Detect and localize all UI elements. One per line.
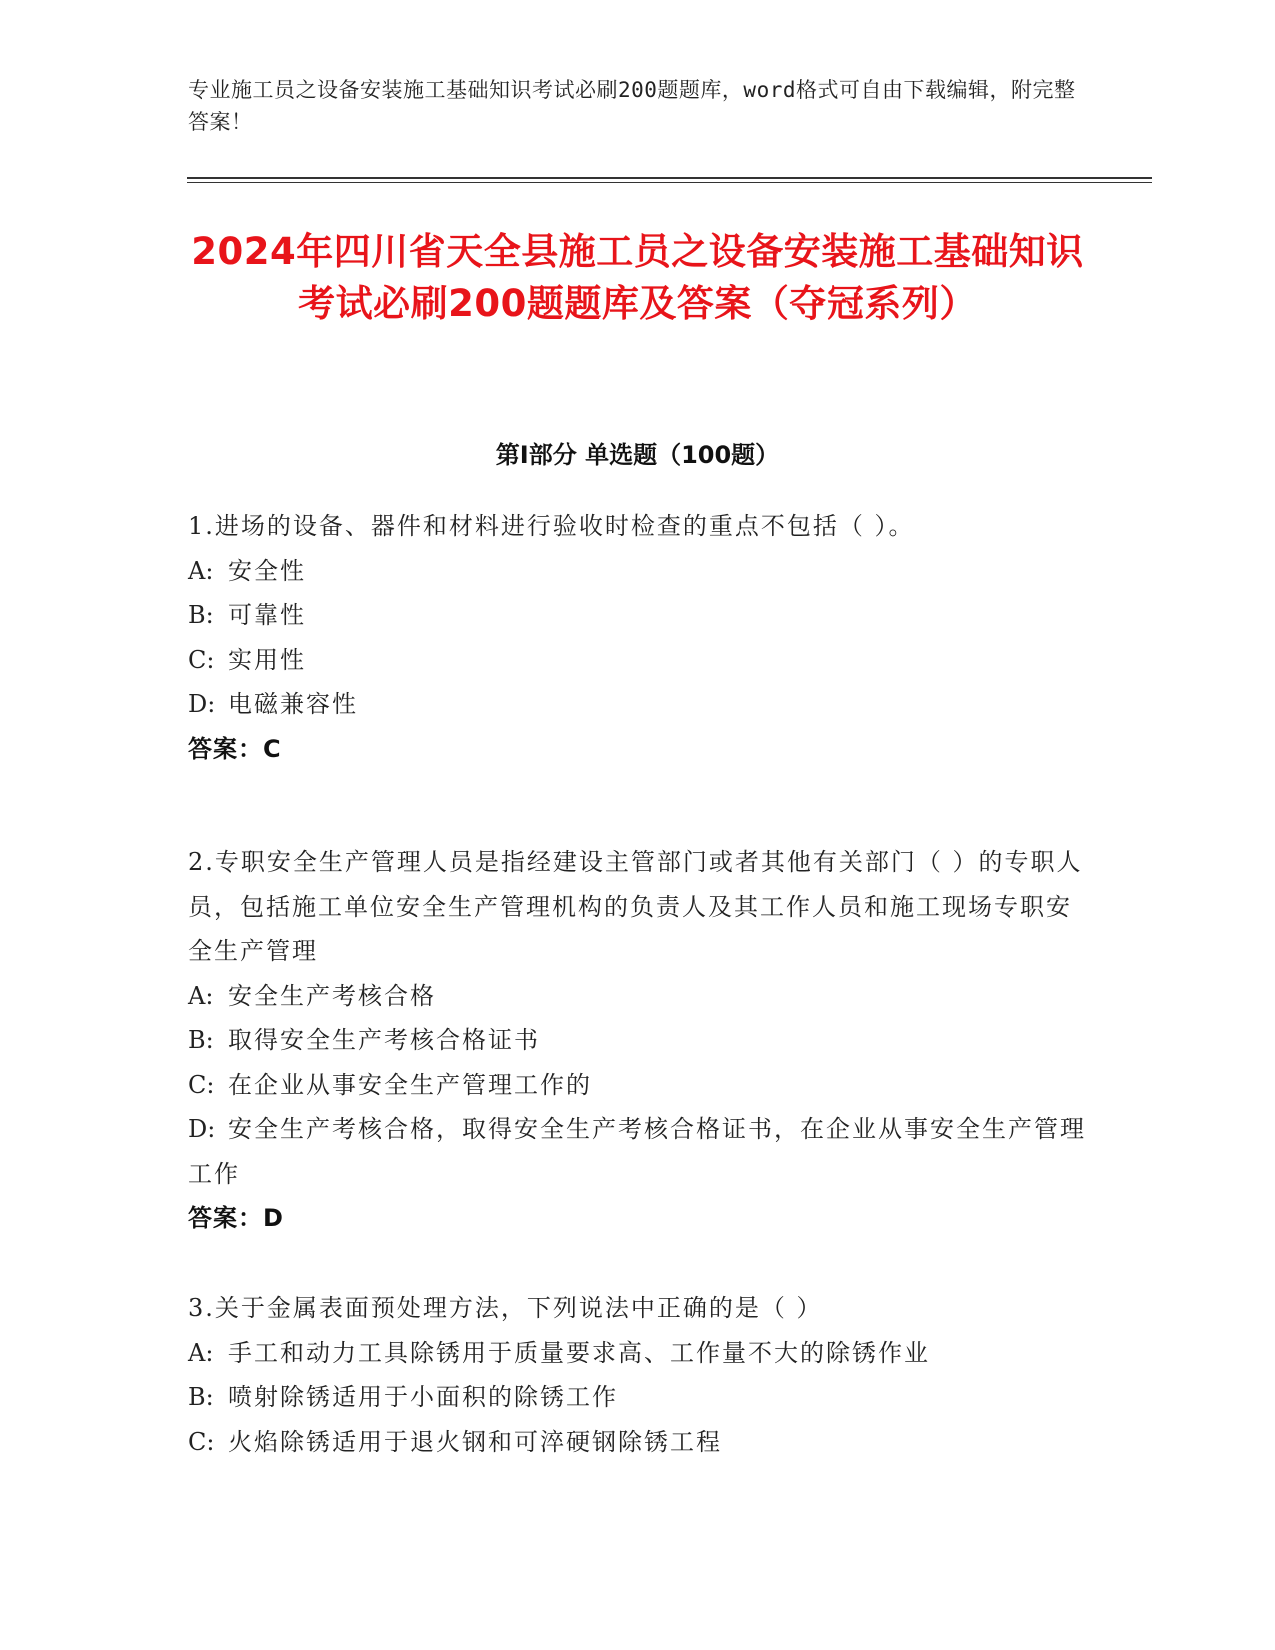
answer-label: 答案：D	[188, 1204, 284, 1232]
question-number: 1.	[188, 512, 215, 540]
option-b: B: 可靠性	[188, 601, 306, 629]
option-c: C: 火焰除锈适用于退火钢和可淬硬钢除锈工程	[188, 1427, 722, 1456]
header-divider-thick	[187, 177, 1152, 179]
question-3	[188, 1286, 1088, 1464]
option-a: A: 安全生产考核合格	[188, 981, 436, 1010]
option-a: A: 安全性	[188, 556, 306, 585]
header-divider-thin	[187, 182, 1152, 183]
header-note: 专业施工员之设备安装施工基础知识考试必刷200题题库，word格式可自由下载编辑，附完整答案！	[188, 78, 1076, 134]
document-title: 2024年四川省天全县施工员之设备安装施工基础知识考试必刷200题题库及答案（夺冠系列）	[191, 230, 1084, 325]
question-text: 3.关于金属表面预处理方法，下列说法中正确的是（ ）	[188, 1294, 823, 1322]
option-c: C: 实用性	[188, 645, 306, 674]
option-d: D: 电磁兼容性	[188, 690, 358, 718]
option-b: B: 取得安全生产考核合格证书	[188, 1026, 540, 1054]
option-a: A: 手工和动力工具除锈用于质量要求高、工作量不大的除锈作业	[188, 1338, 930, 1367]
question-1	[188, 504, 1088, 771]
question-text: 1.进场的设备、器件和材料进行验收时检查的重点不包括（ ）。	[188, 512, 915, 540]
section-title: 第Ⅰ部分 单选题（100题）	[495, 441, 780, 469]
option-c: C: 在企业从事安全生产管理工作的	[188, 1070, 592, 1099]
answer-label: 答案：C	[188, 734, 282, 763]
option-b: B: 喷射除锈适用于小面积的除锈工作	[188, 1383, 618, 1411]
question-number: 2.	[188, 848, 215, 876]
option-d: D: 安全生产考核合格，取得安全生产考核合格证书，在企业从事安全生产管理工作	[188, 1115, 1086, 1188]
question-text: 2.专职安全生产管理人员是指经建设主管部门或者其他有关部门（ ）的专职人员，包括施工单位安全生产管理机构的负责人及其工作人员和施工现场专职安全生产管理	[188, 848, 1083, 965]
question-number: 3.	[188, 1294, 215, 1322]
question-2	[188, 840, 1088, 1241]
